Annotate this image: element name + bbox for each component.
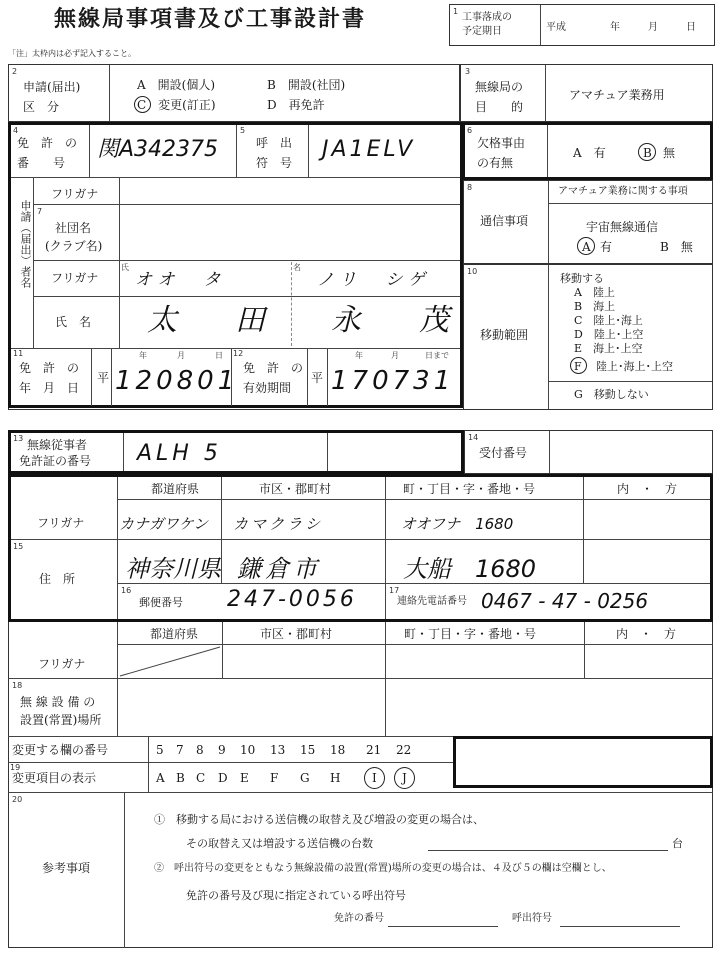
selected-circle-c — [134, 96, 151, 113]
applicant-side-label: 申請（届出）者名 — [18, 200, 32, 288]
field-5-callsign[interactable]: 5 呼 出 符 号 JA1ELV — [236, 125, 460, 177]
postal-code-value: 247-0056 — [227, 587, 357, 612]
address-kana-city: カマクラシ — [233, 515, 324, 533]
license-number-value: 関A342375 — [97, 137, 219, 162]
field-18-equipment-location[interactable]: 都道府県 市区・郡町村 町・丁目・字・番地・号 内 ・ 方 フリガナ 18 無 線 設 備 の 設置(常置)場所 — [8, 622, 713, 736]
note-text: 「注」太枠内は必ず記入すること。 — [8, 49, 136, 58]
address-street: 大船 1680 — [403, 555, 537, 583]
callsign-value: JA1ELV — [322, 137, 416, 162]
field-13-operator-license[interactable]: 13 無線従事者 免許証の番号 ALH 5 — [8, 430, 464, 474]
field-11-license-date[interactable]: 11 免 許 の 年 月 日 平 年 月 日 120801 — [11, 348, 231, 406]
option-c[interactable]: C 変更(訂正) — [137, 98, 216, 112]
field-12-validity[interactable]: 12 免 許 の 有効期間 平 年 月 日まで 170731 — [231, 348, 460, 406]
diagonal-strike — [118, 645, 222, 678]
phone-value: 0467 - 47 - 0256 — [481, 589, 649, 613]
operator-license-value: ALH 5 — [137, 441, 222, 466]
field-1-completion-date[interactable]: 1 工事落成の 予定期日 平成 年 月 日 — [449, 4, 715, 46]
name-mei-value: 永 茂 — [331, 303, 463, 338]
kana-sei-value: オオ タ — [135, 270, 227, 290]
field-8-communication[interactable]: 8 通信事項 アマチュア業務に関する事項 宇宙無線通信 A 有 B 無 — [463, 180, 713, 264]
field-20-remarks[interactable]: 20 参考事項 ① 移動する局における送信機の取替え及び増設の変更の場合は、 その取替え又は増設する送信機の台数 台 ② 呼出符号の変更をともなう無線設備の設置(常置)場所の変更の場合は、４及び５の欄は空欄とし、 免許の番号及び現に指定されている呼出符号 免許の番号 呼出符号 — [8, 792, 713, 948]
name-sei-value: 太 田 — [147, 303, 279, 338]
kana-mei-value: ノリ シゲ — [317, 270, 431, 290]
field-6-disqualification[interactable]: 6 欠格事由 の有無 A 有 B 無 — [462, 122, 713, 180]
field-10-movement-range[interactable]: 10 移動範囲 移動する A 陸上 B 海上 C 陸上･海上 D 陸上･上空 E 海上･上空 F 陸上･海上･上空 G 移動しない — [463, 264, 713, 410]
change-note-box — [453, 736, 713, 788]
page-title: 無線局事項書及び工事設計書 — [54, 6, 367, 32]
field-3-station-purpose[interactable]: 3 無線局の 目 的 アマチュア業務用 — [460, 64, 713, 122]
option-a[interactable]: A 開設(個人) — [137, 78, 216, 92]
address-kana-prefecture: カナガワケン — [119, 515, 208, 533]
field-14-reception-number[interactable]: 14 受付番号 — [464, 430, 713, 474]
applicant-section: 申請（届出）者名 フリガナ 7 社団名 (クラブ名) フリガナ 氏 名 オオ タ ノリ シゲ 氏 名 太 田 永 茂 — [11, 178, 460, 348]
change-section[interactable]: 変更する欄の番号 5 7 8 9 10 13 15 18 21 22 19 変更項目の表示 A B C D E F G H I J — [8, 736, 713, 792]
address-section: 都道府県 市区・郡町村 町・丁目・字・番地・号 内 ・ 方 フリガナ カナガワケン カマクラシ オオフナ 1680 15 住 所 神奈川県 鎌倉市 大船 1680 16 郵便番号 247-0056 17 連絡先電話番号 0467 - 47 - 0256 — [11, 477, 710, 619]
validity-value: 170731 — [331, 366, 455, 396]
address-kana-street: オオフナ 1680 — [401, 515, 514, 533]
option-b[interactable]: B 開設(社団) — [267, 78, 346, 92]
field-4-license-number[interactable]: 4 免 許 の 番 号 関A342375 — [11, 125, 236, 177]
license-date-value: 120801 — [115, 366, 239, 396]
option-d[interactable]: D 再免許 — [267, 98, 325, 112]
address-prefecture: 神奈川県 — [125, 555, 221, 583]
address-city: 鎌倉市 — [237, 555, 321, 583]
field-2-application-type[interactable]: 2 申請(届出) 区 分 A 開設(個人) B 開設(社団) C 変更(訂正) D 再免許 — [8, 64, 460, 122]
